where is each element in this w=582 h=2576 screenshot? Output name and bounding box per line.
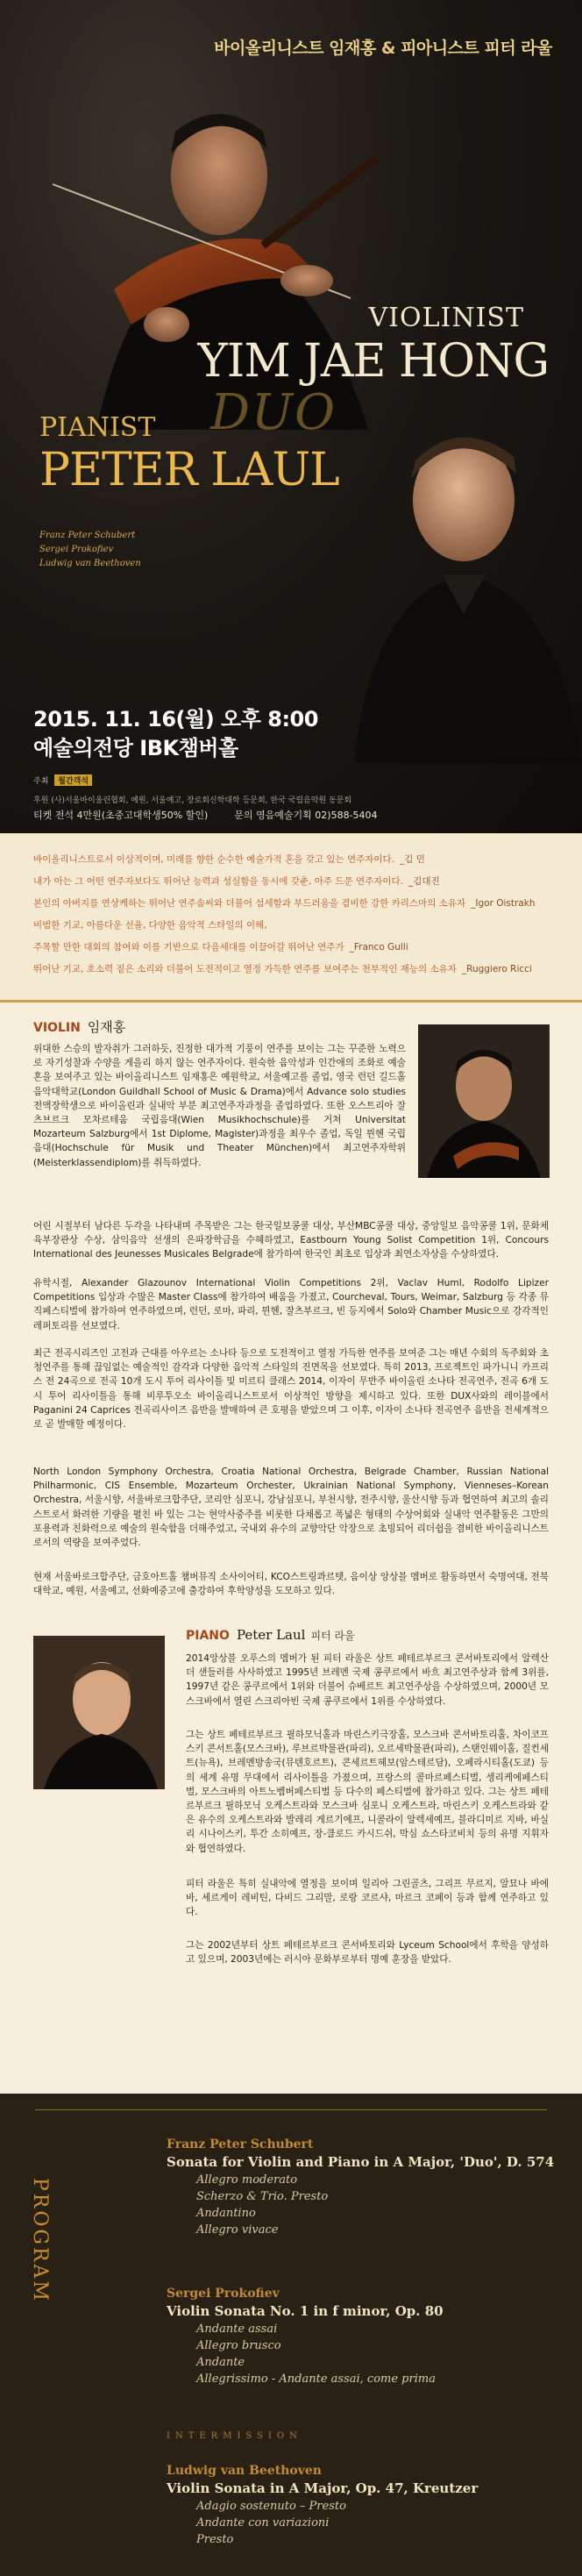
violin-heading-name: 임재홍 (87, 1019, 126, 1035)
work-movement: Allegro vivace (196, 2223, 279, 2237)
quote-item (33, 849, 549, 871)
violinist-portrait (418, 1024, 550, 1178)
concert-venue: 예술의전당 IBK챔버홀 (33, 736, 238, 760)
quote-source: _Franco Gulli (349, 942, 408, 953)
piano-heading-en: PIANO (186, 1629, 230, 1643)
composer-item: Ludwig van Beethoven (39, 559, 141, 568)
violin-bio-paragraph: 유학시절, Alexander Glazounov International Violin Competitions 2위, Vaclav Huml, Rodolfo Lipizer Competitions 입상과 수많은 Master Class에 참가하여 배움을 가졌고, Courcheval, Tours, Weimar, Salzburg 등 각종 뮤직페스티벌에 참가하여 연주하였으며, 런던, 로마, 파리, 뮌헨, 잘츠부르크, 빈 등지에서 Solo와 Chamber Music으로 강각적인 레퍼토리를 선보였다. (33, 1278, 549, 1331)
program-work (167, 2136, 554, 2238)
poster-title (214, 35, 552, 59)
work-composer: Franz Peter Schubert (167, 2137, 314, 2151)
quote-text: 주목할 만한 대회의 참여와 이를 기반으로 다음세대를 이끌어갈 뛰어난 연주가 (33, 942, 344, 953)
pianist-portrait (33, 1636, 165, 1789)
piano-bio-paragraph: 그는 상트 페테르부르크 필하모닉홀과 마린스키극장홀, 모스크바 콘서바토리홀, 차이코프스키 콘서트홀(모스크바), 루브르박물관(파리), 오르세박물관(파리), 스탠인웨이홀, 질컨세트(뉴욕), 브레멘방송국(뮤텐호르트), 콘세르트헤보(암스테르담), 오페라시티홀(도쿄) 등의 세계 유명 무대에서 리사이틀을 가졌으며, 프랑스의 콜마르페스티벌, 셍리케에페스티벌, 모스크바의 아트노벰버페스티벌 등 다수의 페스티벌에 참가하고 있다. 그는 상트 페테르부르크 필하모닉 오케스트라와 모스크바 심포니 오케스트라, 마린스키 오케스트라와 같은 유수의 오케스트라와 발레리 게르기에프, 니콜라이 알렉세예프, 블라디미르 지바, 바실리 시나이스키, 투간 소히예프, 장-클로드 카시드쉬, 막심 쇼스타코비치 등의 유명 지휘자와 협연하였다. (186, 1730, 549, 1854)
pianist-photo (319, 395, 582, 763)
pianist-name: PETER LAUL (39, 444, 339, 496)
quote-text: 내가 아는 그 어떤 연주자보다도 뛰어난 능력과 성실함을 동시에 갖춘, 아주 드문 연주자이다. (33, 876, 404, 887)
quote-item (33, 915, 549, 937)
work-movement: Scherzo & Trio. Presto (196, 2190, 329, 2203)
work-movement: Allegro moderato (196, 2173, 298, 2187)
violin-bio-paragraph: North London Symphony Orchestra, Croatia National Orchestra, Belgrade Chamber, Russian National Philharmonic, CIS Ensemble, Mozarteum Orchester, Ukrainian National Symphony, Vienneses–Korean Orchestra, 서울시향, 서울바로크합주단, 코리안 심포니, 강남심포니, 부천시향, 전주시향, 울산시향 등과 협연하여 최고의 솔리스트로서 화려한 기량을 펼친 바 있는 그는 현악사중주를 비롯한 다채롭고 폭넓은 형태의 수상어회와 실내악 연주활동은 그만의 포용력과 친화력으로 예술의 원숙함을 더해주었고, 국내외 유수의 교향악단 악장으로 초빙되어 리더쉽을 겸비한 바이올리니스트로서의 역량을 보여주었다. (33, 1466, 549, 1549)
work-movement: Andante assai (196, 2323, 278, 2336)
quote-item (33, 937, 549, 959)
quote-source: _김대진 (408, 876, 440, 887)
piano-bio-paragraph: 피터 라울은 특히 실내악에 열정을 보이며 일리아 그린골츠, 그리프 무르지, 알묘나 바에바, 세르게이 레비틴, 다비드 그리말, 로랑 코르샤, 마르크 코페이 등과 함께 연주하고 있다. (186, 1879, 549, 1918)
program-work (167, 2462, 478, 2548)
violin-bio-paragraph: 위대한 스승의 발자취가 그러하듯, 진정한 대가적 기풍이 연주를 보이는 그는 꾸준한 노력으로 자기성찰과 수양을 게을리 하지 않는 연주자이다. 원숙한 음악성과 인간애의 조화로 예술혼을 보여주고 있는 바이올리니스트 임재홍은 예원학교, 서울예고를 졸업, 영국 런던 길드홀 음악대학교(London Guildhall School of Music & Drama)에서 Advance solo studies 전액장학생으로 바이올린과 실내악 부분 최고연주자과정을 졸업하였다. 또한 오스트리아 잘츠브르크 모차르테움 국립음대(Wien Musikhochschule)를 거쳐 Universitat Mozarteum Salzburg에서 1st Diplome, Magister)과정을 최우수 졸업, 독일 뮌헨 국립음대(Hochschule für Musik und Theater München)에서 최고연주자학위(Meisterklassendiplom)를 취득하였다. (33, 1044, 406, 1168)
quote-text: 뛰어난 기교, 호소력 짙은 소리와 더불어 도전적이고 열정 가득한 연주를 보여주는 천부적인 재능의 소유자 (33, 964, 457, 974)
violin-heading (33, 1017, 125, 1036)
work-composer: Sergei Prokofiev (167, 2287, 280, 2301)
inquiry-contact: 문의 영음예술기획 02)588-5404 (234, 810, 378, 821)
work-title: Violin Sonata No. 1 in f minor, Op. 80 (167, 2303, 444, 2319)
title-ampersand: & (380, 39, 395, 58)
quote-source: _Ruggiero Ricci (461, 964, 532, 974)
concert-date: 2015. 11. 16(월) 오후 8:00 (33, 707, 318, 731)
violin-bio-paragraph: 현재 서울바로크합주단, 금호아트홀 챔버뮤직 소사이어티, KCO스트링콰르텟, 음이상 앙상블 멤버로 활동하면서 숙명여대, 전북대학교, 예원, 서울예고, 선화예중고에 출강하여 후학양성을 도모하고 있다. (33, 1572, 549, 1597)
violin-bio-paragraph: 최근 전곡시리즈인 고전과 근대를 아우르는 소나타 등으로 도전적이고 열정 가득한 연주를 보여준 그는 매년 수회의 독주회와 초청연주를 통해 끊임없는 예술적인 감각과 다양한 음악적 스타일의 진면목을 선보였다. 특히 2013, 프로젝트인 파가니니 카프리스 전 24곡으로 전곡 10개 도시 투어 리사이틀 및 미르티 클래스 2014, 이자이 무반주 바이올린 소나타 전곡연주, 전곡 6개 도시 투어 리사이틀을 통해 비루투오소 바이올리니스트로서 이상적인 방향을 제시하고 있다. 또한 DUX사와의 레이블에서 Paganini 24 Caprices 전곡리사이즈 음반을 발매하여 큰 호평을 받았으며 그 이후, 이자이 소나타 전곡연주 음반을 전세계적으로 곧 발매할 예정이다. (33, 1348, 549, 1431)
violinist-label: VIOLINIST (368, 303, 524, 333)
violinist-name: YIM JAE HONG (197, 335, 549, 388)
pianist-portrait-image (33, 1636, 165, 1789)
quote-text: 비범한 기교, 아름다운 선율, 다양한 음악적 스타일의 이해, (33, 920, 267, 931)
work-title: Violin Sonata in A Major, Op. 47, Kreutzer (167, 2480, 479, 2496)
quote-text: 본인의 아버지를 연상케하는 뛰어난 연주솜씨와 더불어 섬세함과 부드러움을 겸비한 강한 카리스마의 소유자 (33, 898, 466, 909)
quote-item (33, 871, 549, 893)
host-label: 주최 (33, 777, 49, 786)
host-line (33, 774, 92, 786)
work-movement: Presto (196, 2533, 234, 2546)
quote-item (33, 959, 549, 981)
work-movement: Andantino (196, 2207, 256, 2220)
piano-bio-paragraph: 2014앙상블 오푸스의 멤버가 된 피터 라울은 상트 페테르부르크 콘서바토리에서 알렉산더 샌들러를 사사하였고 1995년 브레멘 국제 콩쿠르에서 바흐 최고연주상과 함께 3위를, 1997년 같은 콩쿠르에서 1위와 더불어 슈베르트 최고연주상을 수상하였으며, 2000년 모스크바에서 열린 스크리아빈 국제 콩쿠르에서 1위를 수상하였다. (186, 1653, 549, 1707)
work-movement: Andante (196, 2356, 245, 2369)
pianist-label: PIANIST (39, 412, 156, 443)
violin-bio-paragraph: 어린 시절부터 남다른 두각을 나타내며 주목받은 그는 한국일보콩쿨 대상, 부산MBC콩쿨 대상, 중앙일보 음악콩쿨 1위, 문화체육부장관상 수상, 삼익음악 선생의 은파장학금을 수혜하였고, Eastbourn Young Solist Competition 1위, Concours International des Jeunesses Musicales Belgrade에 참가하여 한국인 최초로 입상과 최연소자상을 수상하였다. (33, 1221, 549, 1260)
ticket-line (33, 808, 378, 822)
composer-item: Franz Peter Schubert (39, 531, 136, 540)
piano-heading-name: Peter Laul (236, 1627, 306, 1643)
program-work (167, 2285, 444, 2387)
program-top-rule (35, 2109, 547, 2110)
work-movement: Andante con variazioni (196, 2516, 330, 2530)
title-violinist-kr: 바이올리니스트 임재홍 (214, 39, 376, 58)
duo-watermark: DUO (210, 384, 337, 441)
intermission-label: INTERMISSION (167, 2431, 302, 2441)
work-movement: Adagio sostenuto – Presto (196, 2500, 346, 2513)
support-line: 후원 (사)서울바이올린협회, 예원, 서울예고, 장로회신학대학 등문회, 한국 국립음악원 동문회 (33, 796, 352, 805)
poster-hero (0, 0, 582, 833)
composer-item: Sergei Prokofiev (39, 545, 114, 554)
quote-source: _Igor Oistrakh (471, 898, 536, 909)
host-logo: 월간객석 (54, 774, 92, 786)
piano-heading-sub: 피터 라울 (310, 1630, 355, 1642)
press-quotes (0, 833, 582, 1000)
composer-list (39, 529, 141, 571)
work-composer: Ludwig van Beethoven (167, 2464, 322, 2478)
quote-text: 바이올리니스트로서 이상적이며, 미래를 향한 순수한 예술가적 혼을 갖고 있는 연주자이다. (33, 854, 395, 865)
work-movement: Allegro brusco (196, 2339, 281, 2352)
piano-bio-paragraph: 그는 2002년부터 상트 페테르부르크 콘서바토리와 Lyceum School에서 후학을 양성하고 있으며, 2003년에는 러시아 문화부로부터 명예 훈장을 받았다. (186, 1940, 549, 1966)
piano-heading (186, 1627, 355, 1643)
gold-divider (0, 1000, 582, 1003)
title-pianist-kr: 피아니스트 피터 라울 (401, 39, 552, 58)
quote-source: _김 민 (400, 854, 425, 865)
biography-section (0, 1000, 582, 2094)
quote-item (33, 893, 549, 915)
work-movement: Allegrissimo - Andante assai, come prima (196, 2373, 436, 2386)
violin-heading-en: VIOLIN (33, 1021, 81, 1035)
work-title: Sonata for Violin and Piano in A Major, 'Duo', D. 574 (167, 2154, 555, 2170)
ticket-price: 티켓 전석 4만원(초중고대학생50% 할인) (33, 810, 209, 821)
violinist-portrait-image (418, 1024, 550, 1178)
program-label: PROGRAM (29, 2178, 51, 2303)
program-section (0, 2094, 582, 2576)
